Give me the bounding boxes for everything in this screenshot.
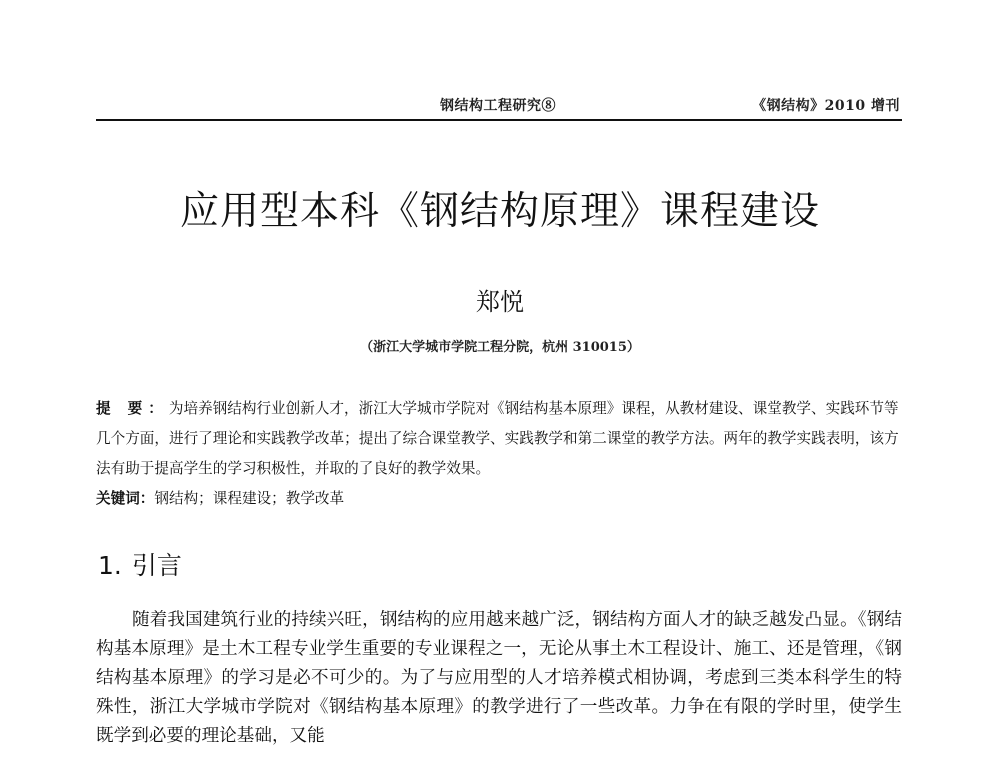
section-title: 引言 [131, 551, 182, 580]
keywords [96, 484, 902, 514]
journal-issue: 《钢结构》2010 增刊 [752, 98, 900, 114]
abstract-text: 为培养钢结构行业创新人才，浙江大学城市学院对《钢结构基本原理》课程，从教材建设、课堂教学、实践环节等几个方面，进行了理论和实践教学改革；提出了综合课堂教学、实践教学和第二课堂的教学方法。两年的教学实践表明，该方法有助于提高学生的学习积极性，并取的了良好的教学效果。 [96, 400, 899, 477]
paper-title: 应用型本科《钢结构原理》课程建设 [179, 189, 820, 234]
author-name: 郑悦 [476, 288, 524, 316]
keywords-label: 关键词： [96, 490, 155, 507]
section-number: 1. [98, 551, 122, 580]
abstract [96, 394, 902, 484]
keywords-text: 钢结构；课程建设；教学改革 [154, 490, 345, 507]
body-paragraph: 随着我国建筑行业的持续兴旺，钢结构的应用越来越广泛，钢结构方面人才的缺乏越发凸显。《钢结构基本原理》是土木工程专业学生重要的专业课程之一，无论从事土木工程设计、施工、还是管理，《钢结构基本原理》的学习是必不可少的。为了与应用型的人才培养模式相协调，考虑到三类本科学生的特殊性，浙江大学城市学院对《钢结构基本原理》的教学进行了一些改革。力争在有限的学时里，使学生既学到必要的理论基础，又能 [96, 610, 902, 746]
series-title: 钢结构工程研究⑧ [440, 98, 556, 114]
section-heading [98, 546, 182, 582]
author-affiliation: （浙江大学城市学院工程分院，杭州 310015） [360, 340, 640, 355]
running-header [96, 95, 902, 117]
header-rule [96, 119, 902, 121]
abstract-label: 提 要： [96, 400, 169, 417]
